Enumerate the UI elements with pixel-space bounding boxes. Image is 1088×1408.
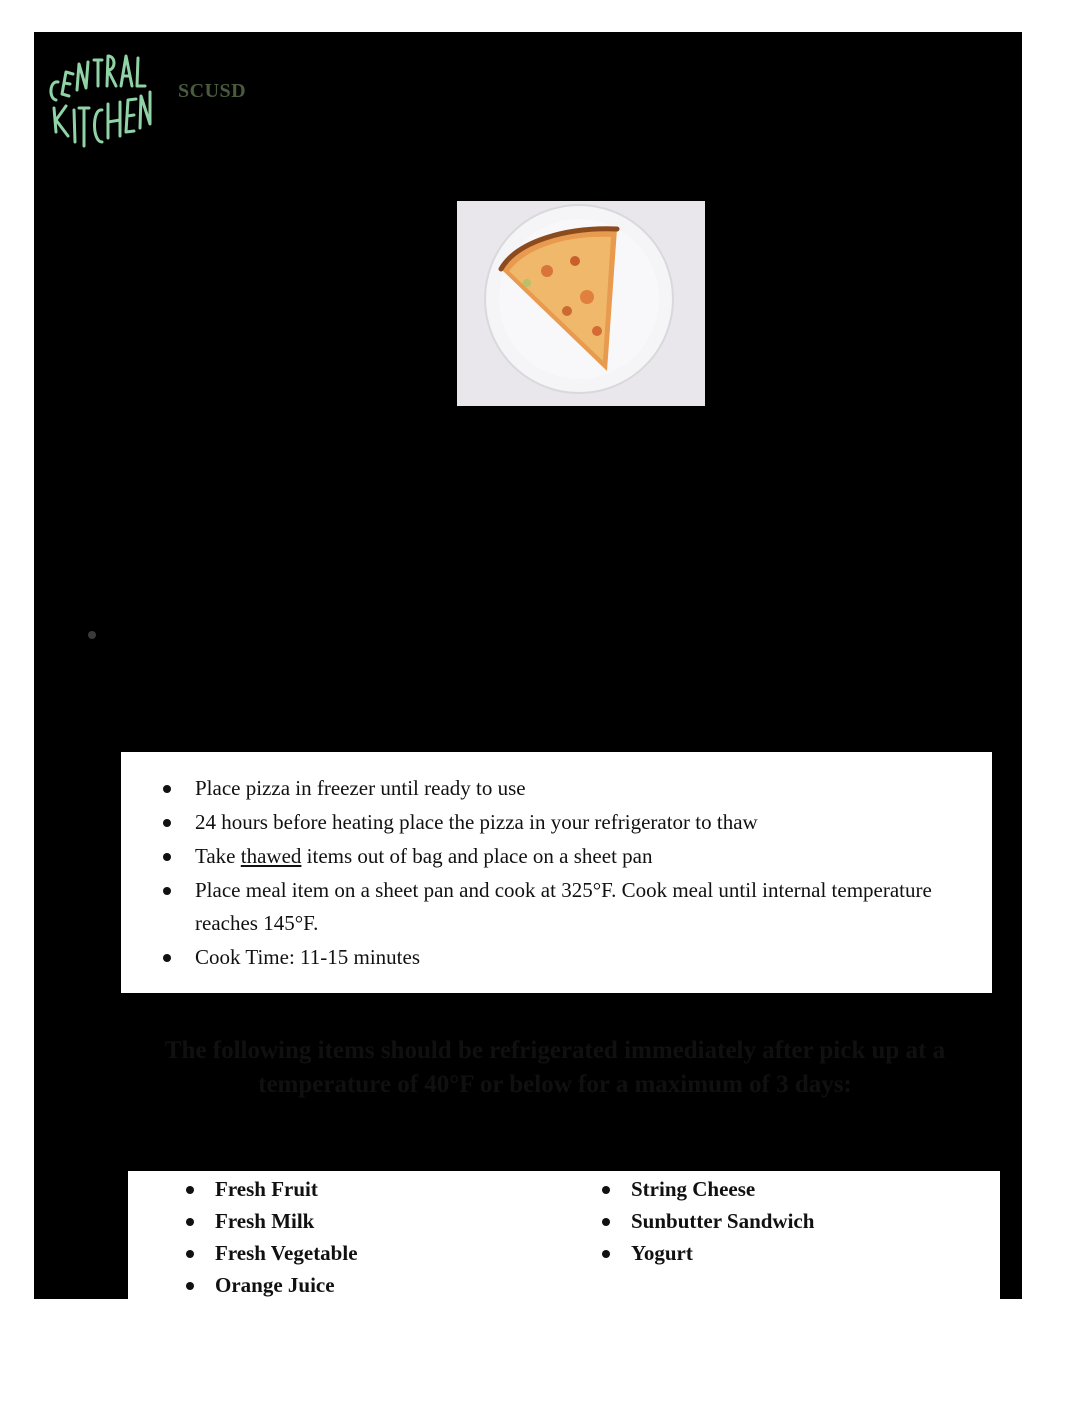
- refrigeration-notice: The following items should be refrigerated immediately after pick up at a temperature of 40°F or below for a maximum of 3 days:: [164, 1037, 946, 1098]
- instruction-item: Cook Time: 11-15 minutes: [161, 941, 961, 974]
- refrigerate-item: Fresh Milk: [183, 1205, 358, 1237]
- refrigerate-column-1: [183, 1173, 358, 1301]
- instruction-item: Place pizza in freezer until ready to use: [161, 772, 961, 805]
- thawed-word: thawed: [240, 844, 302, 868]
- refrigerate-item: Fresh Fruit: [183, 1173, 358, 1205]
- take-rest: items out of bag and place on a sheet pan: [306, 844, 653, 868]
- refrigerate-item: Sunbutter Sandwich: [599, 1205, 814, 1237]
- instruction-item: [161, 840, 961, 873]
- refrigerate-item: Yogurt: [599, 1237, 814, 1269]
- refrigerate-item: String Cheese: [599, 1173, 814, 1205]
- refrigerate-item: Fresh Vegetable: [183, 1237, 358, 1269]
- take-word: Take: [195, 844, 236, 868]
- org-name: SCUSD: [178, 80, 247, 102]
- refrigerate-item: Orange Juice: [183, 1269, 358, 1301]
- instruction-item: 24 hours before heating place the pizza in your refrigerator to thaw: [161, 806, 961, 839]
- refrigerate-items-box: [128, 1171, 1000, 1299]
- instructions-list: [161, 772, 961, 975]
- stray-bullet: [88, 631, 96, 639]
- refrigerate-column-2: [599, 1173, 814, 1269]
- central-kitchen-logo: [44, 42, 156, 152]
- instruction-item: Place meal item on a sheet pan and cook at 325°F. Cook meal until internal temperature reaches 145°F.: [161, 874, 961, 940]
- heating-instructions-box: [121, 752, 992, 993]
- pizza-slice-photo: [457, 201, 705, 406]
